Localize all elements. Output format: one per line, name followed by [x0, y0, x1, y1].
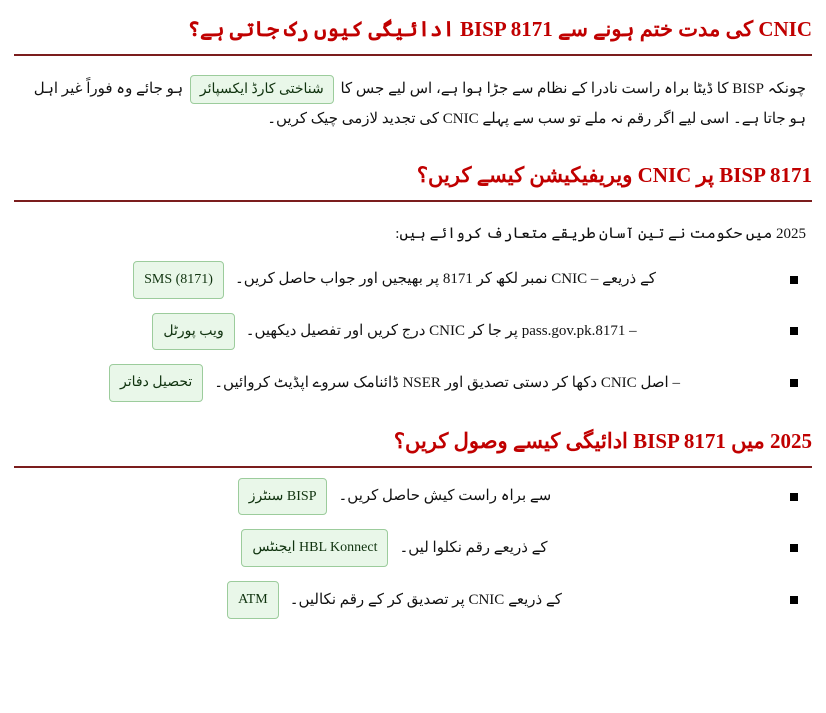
- list-item-text: کے ذریعے رقم نکلوا لیں۔: [399, 540, 548, 557]
- bullet-square-icon: [790, 379, 798, 387]
- list-item-body: [20, 581, 562, 619]
- paragraph-text-after: ہو جائے وہ فوراً غیر اہل ہو جاتا ہے۔ اسی لیے اگر رقم نہ ملے تو سب سے پہلے CNIC کی تجدید لازمی چیک کریں۔: [33, 80, 806, 128]
- section-1-divider: [14, 54, 812, 56]
- channel-chip-hbl-konnect: HBL Konnect ایجنٹس: [241, 529, 388, 567]
- section-2-divider: [14, 200, 812, 202]
- list-item: [20, 261, 806, 299]
- section-1-heading: CNIC کی مدت ختم ہونے سے BISP 8171 ادائیگی کیوں رک جاتی ہے؟: [187, 17, 812, 41]
- verification-methods-list: [20, 261, 806, 402]
- section-1-paragraph: [14, 74, 812, 135]
- list-item-text: – اصل CNIC دکھا کر دستی تصدیق اور NSER ڈائنامک سروے اپڈیٹ کروائیں۔: [214, 375, 680, 392]
- bullet-square-icon: [790, 493, 798, 501]
- section-2-list-wrap: [14, 261, 812, 402]
- list-item-text: کے ذریعے – CNIC نمبر لکھ کر 8171 پر بھیجیں اور جواب حاصل کریں۔: [234, 271, 656, 288]
- list-item-body: [20, 364, 680, 402]
- section-3-heading: 2025 میں BISP 8171 ادائیگی کیسے وصول کریں؟: [393, 429, 812, 454]
- bullet-square-icon: [790, 544, 798, 552]
- bullet-square-icon: [790, 596, 798, 604]
- list-item-body: [20, 529, 548, 567]
- list-item-text: کے ذریعے CNIC پر تصدیق کر کے رقم نکالیں۔: [289, 591, 562, 608]
- bullet-square-icon: [790, 276, 798, 284]
- bullet-square-icon: [790, 327, 798, 335]
- section-2: [14, 160, 812, 402]
- list-item: [20, 529, 806, 567]
- paragraph-text-before: چونکہ BISP کا ڈیٹا براہ راست نادرا کے نظام سے جڑا ہوا ہے، اس لیے جس کا: [340, 80, 806, 97]
- list-item-text: سے براہ راست کیش حاصل کریں۔: [338, 488, 552, 505]
- section-2-intro: 2025 میں حکومت نے تین آسان طریقے متعارف کروائے ہیں:: [395, 225, 806, 242]
- highlight-chip-cnic-expired: شناختی کارڈ ایکسپائر: [190, 75, 334, 105]
- list-item-body: [20, 478, 551, 516]
- list-item-text: – 8171.pass.gov.pk پر جا کر CNIC درج کریں اور تفصیل دیکھیں۔: [245, 323, 637, 340]
- section-3-divider: [14, 466, 812, 468]
- section-3: [14, 426, 812, 619]
- list-item: [20, 581, 806, 619]
- article-page: [0, 14, 826, 619]
- channel-chip-atm: ATM: [227, 581, 279, 619]
- channel-chip-bisp-centers: BISP سنٹرز: [238, 478, 328, 516]
- method-chip-tehsil-offices: تحصیل دفاتر: [109, 364, 203, 402]
- section-3-list-wrap: [14, 478, 812, 619]
- section-1: [14, 14, 812, 134]
- method-chip-sms: SMS (8171): [133, 261, 224, 299]
- payment-channels-list: [20, 478, 806, 619]
- section-2-heading: BISP 8171 پر CNIC ویریفیکیشن کیسے کریں؟: [416, 163, 812, 188]
- list-item-body: [20, 261, 656, 299]
- list-item: [20, 478, 806, 516]
- list-item: [20, 313, 806, 351]
- list-item: [20, 364, 806, 402]
- list-item-body: [20, 313, 637, 351]
- method-chip-web-portal: ویب پورٹل: [152, 313, 234, 351]
